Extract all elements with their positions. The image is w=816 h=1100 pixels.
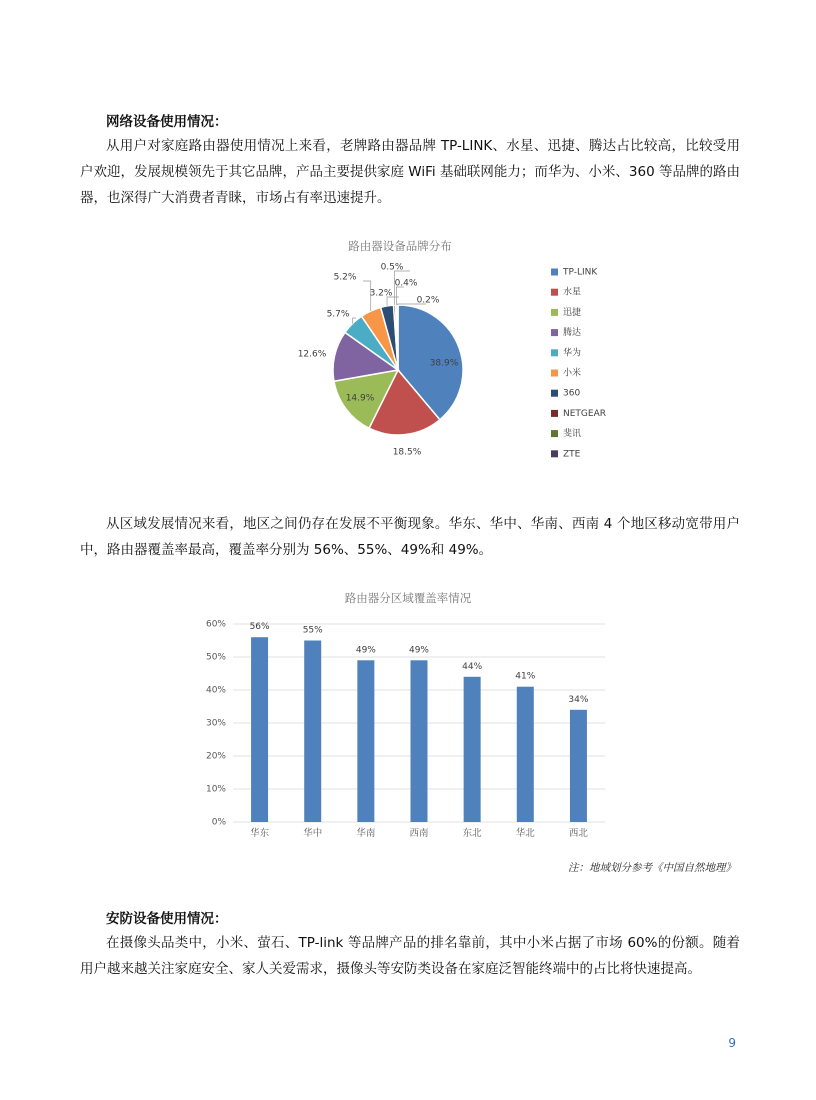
legend-label-0: TP-LINK	[563, 267, 598, 278]
bar-2	[357, 660, 374, 822]
pie-value-label-5: 5.2%	[333, 272, 357, 283]
bar-ytick-label-3: 30%	[205, 718, 226, 729]
legend-label-8: 斐讯	[563, 429, 582, 440]
pie-value-label-4: 5.7%	[326, 309, 350, 320]
bar-chart-title: 路由器分区域覆盖率情况	[344, 591, 472, 605]
legend-swatch-7	[551, 410, 558, 417]
bar-ytick-label-1: 10%	[205, 784, 226, 795]
chart-source-note: 注：地域划分参考《中国自然地理》	[568, 862, 736, 874]
bar-category-label-3: 西南	[409, 828, 429, 839]
pie-value-label-2: 14.9%	[345, 393, 375, 404]
paragraph-security-devices: 在摄像头品类中，小米、萤石、TP-link 等品牌产品的排名靠前，其中小米占据了市场 60%的份额。随着用户越来越关注家庭安全、家人关爱需求，摄像头等安防类设备在家庭泛智能终端中的占比将快速提高。	[80, 935, 740, 977]
legend-label-1: 水星	[563, 287, 582, 298]
bar-ytick-label-0: 0%	[211, 817, 226, 828]
bar-ytick-label-5: 50%	[205, 652, 226, 663]
legend-swatch-5	[551, 370, 558, 377]
bar-value-label-5: 41%	[515, 671, 536, 682]
bar-category-label-2: 华南	[356, 828, 376, 839]
bar-category-label-6: 西北	[568, 828, 588, 839]
section-heading-security: 安防设备使用情况：	[106, 911, 228, 927]
bar-ytick-label-4: 40%	[205, 685, 226, 696]
legend-swatch-4	[551, 349, 558, 356]
bar-6	[570, 710, 587, 822]
pie-value-label-8: 0.4%	[394, 278, 418, 289]
legend-swatch-3	[551, 329, 558, 336]
paragraph-regional: 从区域发展情况来看，地区之间仍存在发展不平衡现象。华东、华中、华南、西南 4 个地区移动宽带用户中，路由器覆盖率最高，覆盖率分别为 56%、55%、49%和 49%。	[80, 516, 740, 558]
bar-value-label-6: 34%	[568, 694, 589, 705]
legend-swatch-1	[551, 289, 558, 296]
bar-ytick-label-2: 20%	[205, 751, 226, 762]
legend-label-4: 华为	[563, 348, 582, 359]
bar-chart	[0, 600, 816, 860]
bar-value-label-4: 44%	[462, 661, 483, 672]
legend-swatch-2	[551, 309, 558, 316]
pie-value-label-1: 18.5%	[392, 447, 422, 458]
bar-value-label-3: 49%	[408, 645, 430, 656]
pie-value-label-7: 0.5%	[380, 262, 404, 273]
legend-label-5: 小米	[563, 368, 582, 379]
legend-label-3: 腾达	[563, 328, 582, 339]
pie-chart	[0, 250, 816, 490]
bar-5	[517, 687, 534, 822]
paragraph-network-devices: 从用户对家庭路由器使用情况上来看，老牌路由器品牌 TP-LINK、水星、迅捷、腾达占比较高，比较受用户欢迎，发展规模领先于其它品牌，产品主要提供家庭 WiFi 基础联网能力；而华为、小米、360 等品牌的路由器，也深得广大消费者青睐，市场占有率迅速提升。	[80, 138, 740, 206]
bar-category-label-0: 华东	[250, 828, 270, 839]
bar-value-label-0: 56%	[249, 622, 270, 633]
bar-category-label-5: 华北	[515, 828, 535, 839]
pie-leader-line-8	[396, 287, 404, 305]
bar-4	[464, 677, 481, 822]
legend-label-7: NETGEAR	[563, 408, 606, 419]
pie-value-label-3: 12.6%	[297, 349, 327, 360]
bar-0	[251, 637, 268, 822]
bar-value-label-1: 55%	[302, 625, 323, 636]
bar-ytick-label-6: 60%	[205, 619, 226, 630]
pie-chart-title: 路由器设备品牌分布	[348, 239, 452, 253]
legend-swatch-8	[551, 430, 558, 437]
legend-swatch-6	[551, 390, 558, 397]
legend-swatch-0	[551, 269, 558, 276]
legend-swatch-9	[551, 450, 558, 457]
bar-category-label-1: 华中	[303, 828, 323, 839]
pie-slice-9	[397, 305, 398, 370]
section-heading-network: 网络设备使用情况：	[106, 114, 228, 130]
legend-label-2: 迅捷	[563, 307, 582, 318]
bar-1	[304, 641, 321, 823]
page-number: 9	[728, 1036, 736, 1050]
bar-category-label-4: 东北	[462, 828, 482, 839]
pie-value-label-6: 3.2%	[369, 288, 393, 299]
legend-label-9: ZTE	[563, 449, 581, 460]
pie-value-label-0: 38.9%	[429, 358, 459, 369]
pie-value-label-9: 0.2%	[416, 295, 440, 306]
bar-value-label-2: 49%	[355, 645, 376, 656]
legend-label-6: 360	[563, 388, 581, 399]
bar-3	[411, 660, 428, 822]
